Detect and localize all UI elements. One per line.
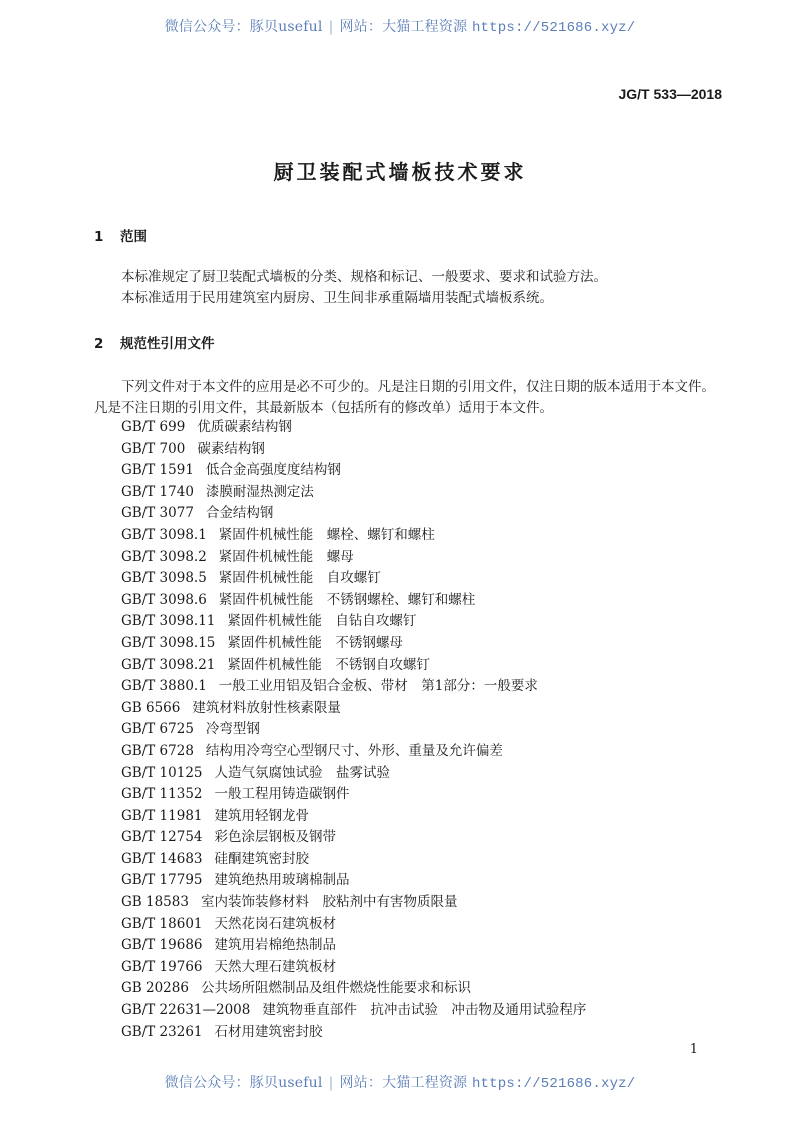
reference-item	[121, 849, 586, 871]
reference-item	[121, 892, 586, 914]
reference-item	[121, 1022, 586, 1044]
reference-code: GB/T 1740	[121, 483, 194, 500]
reference-item	[121, 633, 586, 655]
reference-name: 彩色涂层钢板及钢带	[214, 829, 336, 846]
reference-item	[121, 655, 586, 677]
standard-code: JG/T 533—2018	[618, 86, 722, 102]
reference-code: GB/T 10125	[121, 764, 203, 781]
document-title: 厨卫装配式墙板技术要求	[273, 160, 527, 184]
watermark-site: 网站：大猫工程资源	[339, 19, 468, 35]
reference-name: 一般工业用铝及铝合金板、带材 第1部分：一般要求	[218, 678, 538, 695]
reference-item	[121, 784, 586, 806]
watermark-site: 网站：大猫工程资源	[339, 1075, 468, 1091]
reference-name: 合金结构钢	[205, 505, 274, 522]
reference-item	[121, 719, 586, 741]
reference-item	[121, 547, 586, 569]
reference-code: GB/T 11981	[121, 807, 203, 824]
reference-code: GB/T 19686	[121, 937, 203, 954]
reference-name: 建筑用轻钢龙骨	[214, 807, 309, 824]
section-title: 规范性引用文件	[120, 336, 215, 352]
reference-item	[121, 590, 586, 612]
reference-item	[121, 460, 586, 482]
reference-code: GB/T 1591	[121, 462, 194, 479]
watermark-bottom	[0, 1072, 800, 1092]
reference-item	[121, 870, 586, 892]
watermark-separator: |	[328, 19, 334, 35]
reference-name: 紧固件机械性能 螺母	[218, 548, 354, 565]
reference-code: GB/T 19766	[121, 958, 203, 975]
reference-code: GB/T 3098.1	[121, 526, 207, 543]
reference-name: 结构用冷弯空心型钢尺寸、外形、重量及允许偏差	[205, 742, 503, 759]
reference-item	[121, 935, 586, 957]
reference-name: 紧固件机械性能 不锈钢螺栓、螺钉和螺柱	[218, 591, 476, 608]
references-intro	[94, 377, 722, 419]
reference-item	[121, 611, 586, 633]
reference-name: 漆膜耐湿热测定法	[205, 483, 314, 500]
reference-code: GB/T 17795	[121, 872, 203, 889]
reference-name: 冷弯型钢	[205, 721, 260, 738]
reference-code: GB/T 23261	[121, 1023, 203, 1040]
paragraph: 下列文件对于本文件的应用是必不可少的。凡是注日期的引用文件，仅注日期的版本适用于本文件。凡是不注日期的引用文件，其最新版本（包括所有的修改单）适用于本文件。	[94, 379, 715, 416]
reference-code: GB 20286	[121, 980, 189, 997]
reference-item	[121, 827, 586, 849]
reference-code: GB 18583	[121, 894, 189, 911]
reference-code: GB/T 3098.6	[121, 591, 207, 608]
reference-item	[121, 568, 586, 590]
watermark-separator: |	[328, 1075, 334, 1091]
reference-code: GB/T 14683	[121, 850, 203, 867]
reference-name: 建筑用岩棉绝热制品	[214, 937, 336, 954]
section-number: 1	[94, 229, 104, 245]
reference-code: GB/T 18601	[121, 915, 203, 932]
watermark-wechat: 微信公众号：豚贝useful	[164, 1075, 323, 1091]
paragraph: 本标准适用于民用建筑室内厨房、卫生间非承重隔墙用装配式墙板系统。	[121, 290, 553, 306]
reference-item	[121, 439, 586, 461]
reference-name: 低合金高强度度结构钢	[205, 462, 341, 479]
reference-item	[121, 741, 586, 763]
reference-name: 优质碳素结构钢	[197, 419, 292, 435]
watermark-wechat: 微信公众号：豚贝useful	[164, 19, 323, 35]
reference-name: 天然花岗石建筑板材	[214, 915, 336, 932]
section-1-heading	[94, 225, 147, 245]
reference-code: GB 6566	[121, 699, 181, 716]
reference-code: GB/T 3880.1	[121, 678, 207, 695]
section-2-heading	[94, 332, 215, 352]
scope-paragraphs	[94, 267, 722, 309]
section-number: 2	[94, 336, 104, 352]
reference-name: 紧固件机械性能 自钻自攻螺钉	[227, 613, 417, 630]
reference-name: 紧固件机械性能 螺栓、螺钉和螺柱	[218, 526, 435, 543]
reference-name: 建筑物垂直部件 抗冲击试验 冲击物及通用试验程序	[262, 1002, 587, 1019]
reference-item	[121, 482, 586, 504]
reference-item	[121, 503, 586, 525]
reference-name: 建筑材料放射性核素限量	[192, 699, 341, 716]
watermark-url[interactable]: https://521686.xyz/	[471, 1076, 636, 1092]
reference-code: GB/T 3098.21	[121, 656, 216, 673]
reference-code: GB/T 11352	[121, 786, 203, 803]
reference-code: GB/T 12754	[121, 829, 203, 846]
reference-name: 碳素结构钢	[197, 440, 265, 457]
reference-item	[121, 417, 586, 439]
reference-name: 公共场所阻燃制品及组件燃烧性能要求和标识	[200, 980, 471, 997]
watermark-url[interactable]: https://521686.xyz/	[471, 20, 636, 36]
reference-name: 建筑绝热用玻璃棉制品	[214, 872, 350, 889]
reference-item	[121, 676, 586, 698]
reference-code: GB/T 3098.5	[121, 570, 207, 587]
reference-code: GB/T 6725	[121, 721, 194, 738]
reference-name: 一般工程用铸造碳钢件	[214, 786, 350, 803]
reference-name: 紧固件机械性能 不锈钢螺母	[227, 634, 403, 651]
reference-name: 人造气氛腐蚀试验 盐雾试验	[214, 764, 390, 781]
reference-item	[121, 698, 586, 720]
reference-code: GB/T 3098.11	[121, 613, 216, 630]
normative-reference-list	[121, 417, 586, 1043]
reference-code: GB/T 6728	[121, 742, 194, 759]
reference-name: 天然大理石建筑板材	[214, 958, 336, 975]
paragraph: 本标准规定了厨卫装配式墙板的分类、规格和标记、一般要求、要求和试验方法。	[121, 269, 607, 285]
watermark-top	[0, 16, 800, 36]
reference-item	[121, 806, 586, 828]
reference-code: GB/T 3077	[121, 505, 194, 522]
reference-item	[121, 978, 586, 1000]
reference-item	[121, 763, 586, 785]
reference-code: GB/T 699	[121, 419, 186, 435]
reference-name: 室内装饰装修材料 胶粘剂中有害物质限量	[200, 894, 458, 911]
reference-name: 硅酮建筑密封胶	[214, 850, 309, 867]
reference-item	[121, 914, 586, 936]
reference-item	[121, 1000, 586, 1022]
page-number: 1	[689, 1042, 698, 1057]
reference-item	[121, 525, 586, 547]
reference-name: 紧固件机械性能 自攻螺钉	[218, 570, 381, 587]
reference-name: 紧固件机械性能 不锈钢自攻螺钉	[227, 656, 430, 673]
reference-item	[121, 957, 586, 979]
reference-code: GB/T 3098.2	[121, 548, 207, 565]
reference-code: GB/T 700	[121, 440, 186, 457]
reference-name: 石材用建筑密封胶	[214, 1023, 323, 1040]
reference-code: GB/T 22631—2008	[121, 1002, 251, 1019]
section-title: 范围	[120, 229, 147, 245]
reference-code: GB/T 3098.15	[121, 634, 216, 651]
